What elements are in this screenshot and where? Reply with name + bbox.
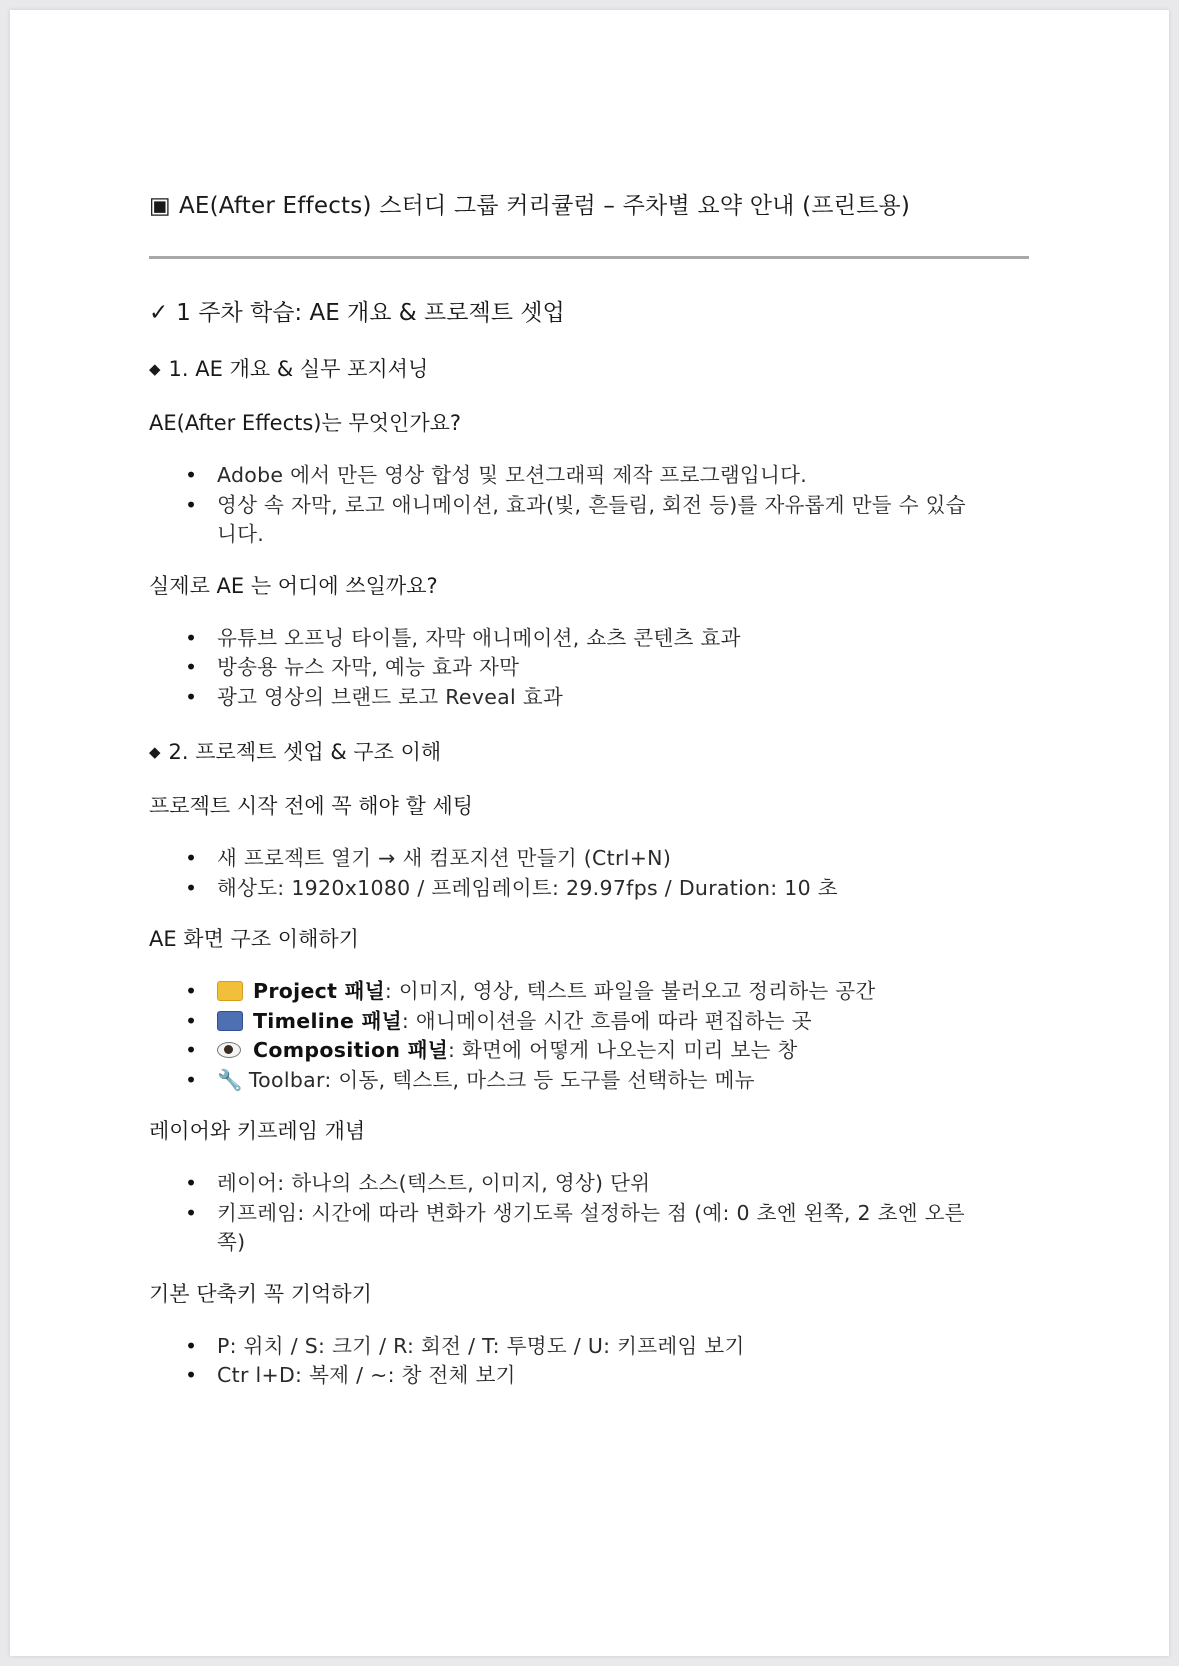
list-item: • Adobe 에서 만든 영상 합성 및 모션그래픽 제작 프로그램입니다. <box>217 461 967 491</box>
list-item: • 영상 속 자막, 로고 애니메이션, 효과(빛, 흔들림, 회전 등)를 자유롭게 만들 수 있습니다. <box>217 491 967 550</box>
q1-list <box>149 461 1049 550</box>
diamond-icon: ◆ <box>149 743 161 761</box>
list-item: • 방송용 뉴스 자막, 예능 효과 자막 <box>217 653 967 683</box>
ui-item-desc: : 화면에 어떻게 나오는지 미리 보는 창 <box>447 1038 798 1062</box>
ui-item-desc: : 애니메이션을 시간 흐름에 따라 편집하는 곳 <box>401 1008 812 1033</box>
check-icon: ✓ <box>149 300 169 326</box>
shortcuts-list <box>149 1332 1049 1391</box>
shortcuts-heading: 기본 단축키 꼭 기억하기 <box>149 1281 372 1306</box>
ui-item-desc: : 이미지, 영상, 텍스트 파일을 불러오고 정리하는 공간 <box>384 979 876 1003</box>
list-item: • 새 프로젝트 열기 → 새 컴포지션 만들기 (Ctrl+N) <box>217 844 967 874</box>
list-item: • 레이어: 하나의 소스(텍스트, 이미지, 영상) 단위 <box>217 1169 967 1199</box>
wrench-icon: 🔧 <box>217 1067 243 1092</box>
list-item: • 유튜브 오프닝 타이틀, 자막 애니메이션, 쇼츠 콘텐츠 효과 <box>217 624 967 654</box>
ui-item-label: Project 패널 <box>253 979 385 1003</box>
list-item <box>217 1007 967 1037</box>
list-item: • 키프레임: 시간에 따라 변화가 생기도록 설정하는 점 (예: 0 초엔 왼쪽, 2 초엔 오른쪽) <box>217 1199 967 1258</box>
week1-heading <box>149 293 1049 333</box>
ui-item-label: Toolbar <box>248 1067 325 1092</box>
ui-list <box>149 977 1049 1095</box>
layers-list <box>149 1169 1049 1258</box>
folder-icon <box>217 981 243 1001</box>
ui-heading: AE 화면 구조 이해하기 <box>149 927 359 951</box>
q2-heading: 실제로 AE 는 어디에 쓰일까요? <box>149 573 438 598</box>
document-title <box>149 186 1049 226</box>
list-item: • 해상도: 1920x1080 / 프레임레이트: 29.97fps / Duration: 10 초 <box>217 874 967 904</box>
eye-icon <box>217 1042 241 1058</box>
list-item: • 광고 영상의 브랜드 로고 Reveal 효과 <box>217 683 967 713</box>
q1-heading: AE(After Effects)는 무엇인가요? <box>149 411 462 435</box>
ui-item-label: Timeline 패널 <box>253 1008 402 1033</box>
q2-list <box>149 624 1049 713</box>
section2-heading-text: 2. 프로젝트 셋업 & 구조 이해 <box>168 740 442 764</box>
section1-heading-text: 1. AE 개요 & 실무 포지셔닝 <box>168 357 429 381</box>
section1-heading <box>149 351 1049 387</box>
ui-item-desc: : 이동, 텍스트, 마스크 등 도구를 선택하는 메뉴 <box>324 1067 755 1092</box>
setup-heading: 프로젝트 시작 전에 꼭 해야 할 세팅 <box>149 794 474 818</box>
section2-heading <box>149 734 1049 770</box>
diamond-icon: ◆ <box>149 360 161 378</box>
list-item <box>217 977 967 1007</box>
book-icon: ▣ <box>149 193 171 219</box>
film-icon <box>217 1011 243 1031</box>
document-content <box>149 186 1049 1391</box>
layers-heading: 레이어와 키프레임 개념 <box>149 1119 366 1143</box>
ui-item-label: Composition 패널 <box>253 1038 448 1062</box>
list-item <box>217 1036 967 1066</box>
title-divider <box>149 256 1029 259</box>
week1-heading-text: 1 주차 학습: AE 개요 & 프로젝트 셋업 <box>176 300 565 326</box>
list-item <box>217 1066 967 1096</box>
list-item: • Ctr l+D: 복제 / ~: 창 전체 보기 <box>217 1361 967 1391</box>
setup-list <box>149 844 1049 903</box>
document-page <box>10 10 1169 1656</box>
list-item: • P: 위치 / S: 크기 / R: 회전 / T: 투명도 / U: 키프레임 보기 <box>217 1332 967 1362</box>
document-title-text: AE(After Effects) 스터디 그룹 커리큘럼 – 주차별 요약 안내 (프린트용) <box>178 193 911 219</box>
